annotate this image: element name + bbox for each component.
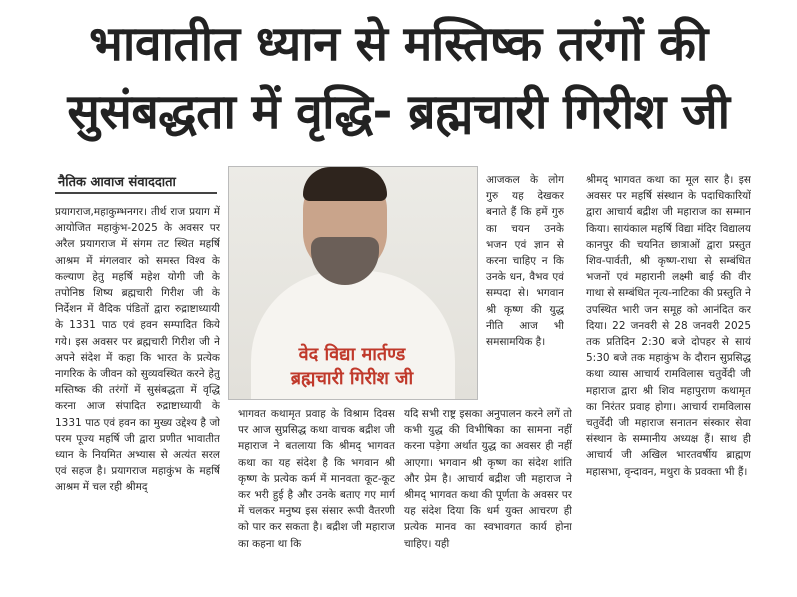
byline: नैतिक आवाज संवाददाता xyxy=(58,175,176,190)
photo-caption xyxy=(231,343,473,391)
byline-rule xyxy=(55,192,217,194)
article-column-4: आजकल के लोग गुरु यह देखकर बनाते हैं कि हमें गुरु का चयन उनके भजन एवं ज्ञान से करना चाहिए न कि उनके धन, वैभव एवं सम्पदा से। भगवान श्री कृष्ण की युद्ध नीति आज भी समसामयिक है। xyxy=(486,174,564,349)
headline-line-2: सुसंबद्धता में वृद्धि- ब्रह्मचारी गिरीश जी xyxy=(67,84,730,140)
photo-caption-line-1: वेद विद्या मार्तण्ड xyxy=(298,344,406,365)
article-column-3: यदि सभी राष्ट्र इसका अनुपालन करने लगें तो कभी युद्ध की विभीषिका का सामना नहीं करना पड़ेगा अर्थात युद्ध का अवसर ही नहीं आएगा। भगवान श्री कृष्ण का संदेश शांति और प्रेम है। आचार्य बद्रीश जी महाराज ने श्रीमद् भागवत कथा की पूर्णता के अवसर पर यह संदेश दिया कि धर्म युक्त आचरण ही प्रत्येक मानव का स्वभावगत कार्य होना चाहिए। यही xyxy=(404,408,572,550)
portrait-hair xyxy=(303,167,387,201)
photo-caption-line-2: ब्रह्मचारी गिरीश जी xyxy=(290,368,414,389)
portrait-photo xyxy=(228,166,478,400)
headline-line-1: भावातीत ध्यान से मस्तिष्क तरंगों की xyxy=(89,16,708,72)
article-column-2: भागवत कथामृत प्रवाह के विश्राम दिवस पर आज सुप्रसिद्ध कथा वाचक बद्रीश जी महाराज ने बतलाया कि श्रीमद् भागवत कथा का यह संदेश है कि भगवान श्री कृष्ण के प्रत्येक कर्म में मानवता कूट-कूट कर भरी हुई है और उनके बताए गए मार्ग में चलकर मनुष्य इस संसार रूपी वैतरणी को पार कर सकता है। बद्रीश जी महाराज का कहना था कि xyxy=(238,408,395,550)
article-column-5: श्रीमद् भागवत कथा का मूल सार है। इस अवसर पर महर्षि संस्थान के पदाधिकारियों द्वारा आचार्य बद्रीश जी महाराज का सम्मान किया। सायंकाल महर्षि विद्या मंदिर विद्यालय कानपुर की चयनित छात्राओं द्वारा प्रस्तुत शिव-पार्वती, श्री कृष्ण-राधा से सम्बंधित भजनों एवं महारानी लक्ष्मी बाई की वीर गाथा से सम्बंधित नृत्य-नाटिका की प्रस्तुति ने उपस्थित भारी जन समूह को आनंदित कर दिया। 22 जनवरी से 28 जनवरी 2025 तक प्रतिदिन 2:30 बजे दोपहर से सायं 5:30 बजे तक महाकुंभ के दौरान सुप्रसिद्ध कथा व्यास आचार्य रामविलास चतुर्वेदी जी महाराज द्वारा श्री शिव महापुराण कथामृत का निरंतर प्रवाह होगा। आचार्य रामविलास चतुर्वेदी जी महाराज सनातन संस्कार सेवा संस्थान के सम्मानीय अध्यक्ष हैं। साथ ही आचार्य जी अखिल भारतवर्षीय ब्राह्मण महासभा, वृन्दावन, मथुरा के प्रवक्ता भी हैं। xyxy=(586,174,751,478)
article-column-1: प्रयागराज,महाकुम्भनगर। तीर्थ राज प्रयाग में आयोजित महाकुंभ-2025 के अवसर पर अरैल प्रयागराज में संगम तट स्थित महर्षि आश्रम में मंगलवार को समस्त विश्व के कल्याण हेतु महर्षि महेश योगी जी के तपोनिष्ठ शिष्य ब्रह्मचारी गिरीश जी के निर्देशन में वैदिक पंडितों द्वारा रुद्राष्टाध्यायी के 1331 पाठ एवं हवन सम्पादित किये गये। इस अवसर पर ब्रह्मचारी गिरीश जी ने अपने संदेश में कहा कि भारत के प्रत्येक नागरिक के जीवन को सुव्यवस्थित करने हेतु मस्तिष्क की तरंगों में सुसंबद्धता में वृद्धि करना आज संपादित रुद्राष्टाध्यायी के 1331 पाठ एवं हवन का मुख्य उद्देश्य है जो परम पूज्य महर्षि जी द्वारा प्रणीत भावातीत ध्यान के नियमित अभ्यास से अत्यंत सरल एवं सहज है। प्रयागराज महाकुंभ के महर्षि आश्रम में चल रही श्रीमद् xyxy=(55,206,220,494)
